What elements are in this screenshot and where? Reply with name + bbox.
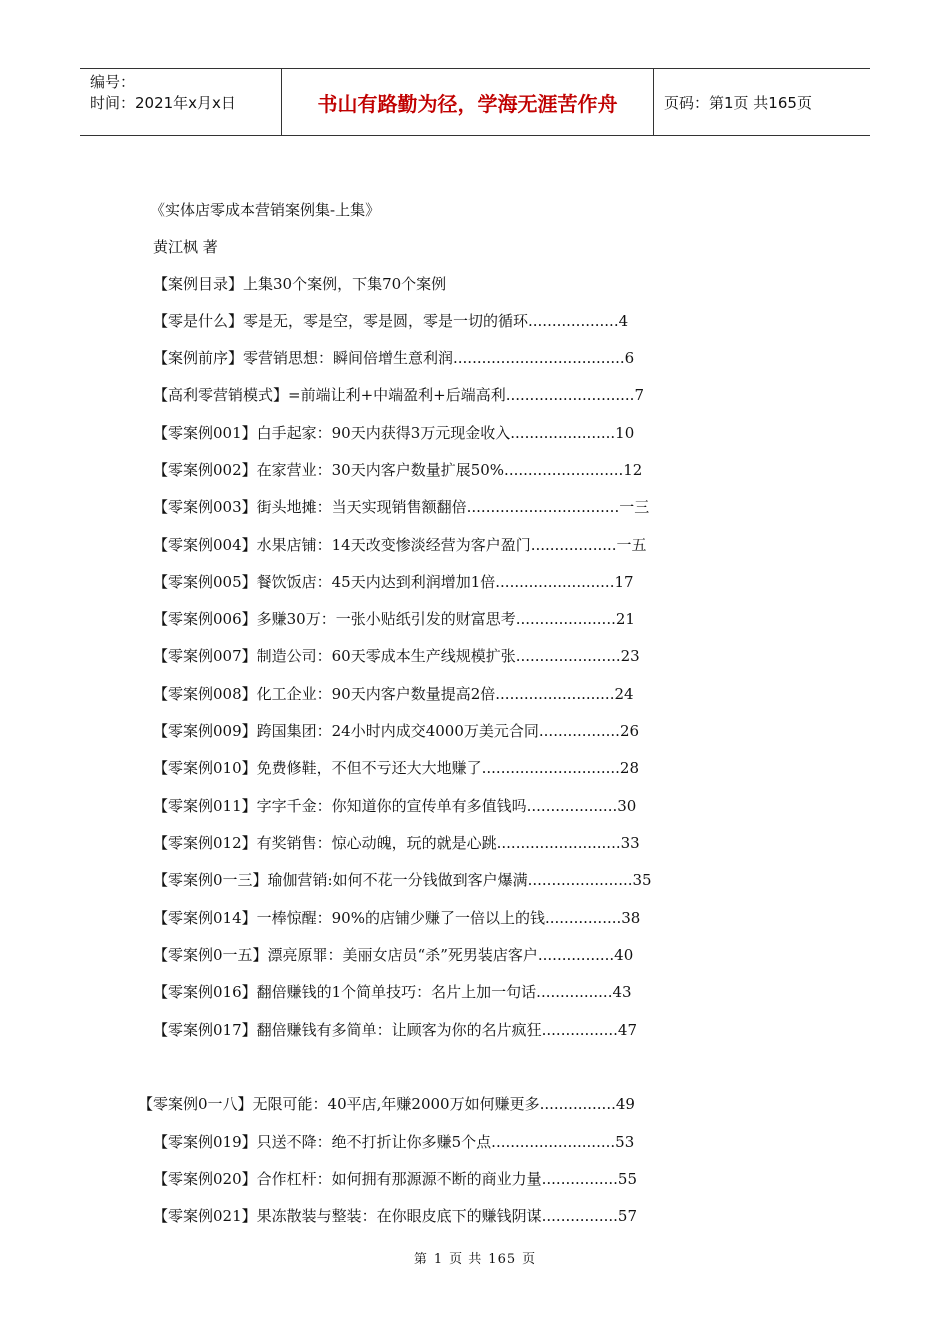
toc-entry: 【零案例005】餐饮饭店：45天内达到利润增加1倍.........................17	[153, 573, 634, 591]
toc-entry: 【零案例021】果冻散装与整装：在你眼皮底下的赚钱阴谋................57	[153, 1207, 638, 1225]
header-page-info: 页码：第1页 共165页	[664, 93, 812, 112]
toc-entry: 【零案例010】免费修鞋，不但不亏还大大地赚了.............................28	[153, 759, 639, 777]
toc-entry: 【零案例019】只送不降：绝不打折让你多赚5个点..........................53	[153, 1133, 635, 1151]
page-footer	[0, 1248, 950, 1267]
document-header	[80, 68, 870, 136]
header-time-label: 时间：2021年x月x日	[90, 94, 236, 112]
toc-entry: 【零案例020】合作杠杆：如何拥有那源源不断的商业力量................55	[153, 1170, 638, 1188]
toc-entry: 【零案例008】化工企业：90天内客户数量提高2倍.........................24	[153, 685, 634, 703]
header-number-label: 编号：	[90, 73, 136, 91]
toc-entry: 【零是什么】零是无，零是空，零是圆，零是一切的循环...................4	[153, 312, 629, 330]
toc-entry: 【零案例007】制造公司：60天零成本生产线规模扩张......................23	[153, 647, 640, 665]
footer-prefix: 第	[413, 1252, 428, 1267]
toc-entry: 【零案例001】白手起家：90天内获得3万元现金收入......................10	[153, 424, 635, 442]
toc-entry: 【零案例003】街头地摊：当天实现销售额翻倍................................一三	[153, 498, 650, 516]
toc-entry: 【零案例002】在家营业：30天内客户数量扩展50%.........................12	[153, 461, 643, 479]
toc-entry: 【零案例0一三】瑜伽营销:如何不花一分钱做到客户爆满......................35	[153, 871, 652, 889]
toc-entry: 【零案例014】一棒惊醒：90%的店铺少赚了一倍以上的钱................38	[153, 909, 641, 927]
toc-entry: 【高利零营销模式】=前端让利+中端盈利+后端高利...........................7	[153, 386, 644, 404]
toc-entry: 【零案例0一八】无限可能：40平店,年赚2000万如何赚更多................49	[138, 1095, 635, 1113]
toc-entry: 【零案例016】翻倍赚钱的1个简单技巧：名片上加一句话................43	[153, 983, 632, 1001]
footer-total-pages: 165	[488, 1252, 517, 1267]
doc-author: 黄江枫 著	[153, 238, 218, 256]
footer-page-number: 1	[433, 1252, 444, 1267]
toc-entry: 【零案例004】水果店铺：14天改变惨淡经营为客户盈门..................一五	[153, 536, 647, 554]
toc-entry: 【案例前序】零营销思想：瞬间倍增生意利润....................................6	[153, 349, 635, 367]
footer-suffix: 页	[522, 1252, 537, 1267]
toc-entry: 【零案例011】字字千金：你知道你的宣传单有多值钱吗...................30	[153, 797, 637, 815]
toc-entry: 【零案例012】有奖销售：惊心动魄，玩的就是心跳..........................33	[153, 834, 640, 852]
doc-title: 《实体店零成本营销案例集-上集》	[150, 201, 381, 219]
toc-entry: 【零案例017】翻倍赚钱有多简单：让顾客为你的名片疯狂................47	[153, 1021, 638, 1039]
toc-entry: 【零案例006】多赚30万：一张小贴纸引发的财富思考.....................21	[153, 610, 635, 628]
header-motto: 书山有路勤为径，学海无涯苦作舟	[282, 69, 654, 135]
toc-entry: 【零案例0一五】漂亮原罪：美丽女店员“杀”死男装店客户................40	[153, 946, 634, 964]
header-meta	[80, 69, 282, 135]
toc-entry: 【案例目录】上集30个案例，下集70个案例	[153, 275, 447, 293]
toc-entry: 【零案例009】跨国集团：24小时内成交4000万美元合同.................26	[153, 722, 640, 740]
footer-mid: 页 共	[449, 1252, 483, 1267]
